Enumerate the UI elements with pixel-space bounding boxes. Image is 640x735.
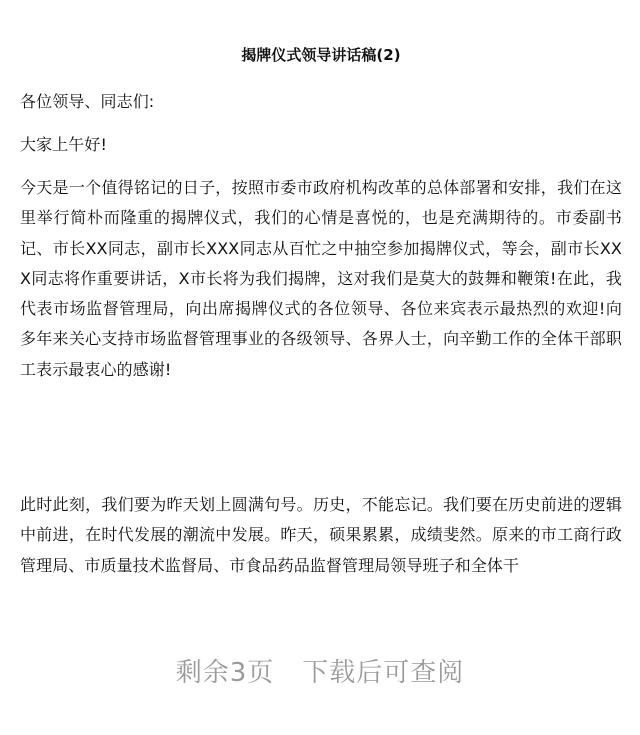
document-title: 揭牌仪式领导讲话稿(2) (241, 46, 401, 64)
download-to-view-label: 下载后可查阅 (302, 658, 465, 688)
remaining-pages-notice[interactable] (0, 648, 640, 698)
salutation-line: 大家上午好! (20, 135, 108, 154)
remaining-pages-label: 剩余3页 (175, 658, 275, 688)
greeting-line: 各位领导、同志们: (20, 92, 155, 111)
body-paragraph: 此时此刻，我们要为昨天划上圆满句号。历史，不能忘记。我们要在历史前进的逻辑中前进，在时代发展的潮流中发展。昨天，硕果累累，成绩斐然。原来的市工商行政管理局、市质量技术监督局、市食品药品监督管理局领导班子和全体干 (20, 495, 622, 575)
body-paragraph: 今天是一个值得铭记的日子，按照市委市政府机构改革的总体部署和安排，我们在这里举行简朴而隆重的揭牌仪式，我们的心情是喜悦的，也是充满期待的。市委副书记、市长XX同志，副市长XXX同志从百忙之中抽空参加揭牌仪式，等会，副市长XXX同志将作重要讲话，X市长将为我们揭牌，这对我们是莫大的鼓舞和鞭策!在此，我代表市场监督管理局，向出席揭牌仪式的各位领导、各位来宾表示最热烈的欢迎!向多年来关心支持市场监督管理事业的各级领导、各界人士，向辛勤工作的全体干部职工表示最衷心的感谢! (20, 178, 622, 379)
